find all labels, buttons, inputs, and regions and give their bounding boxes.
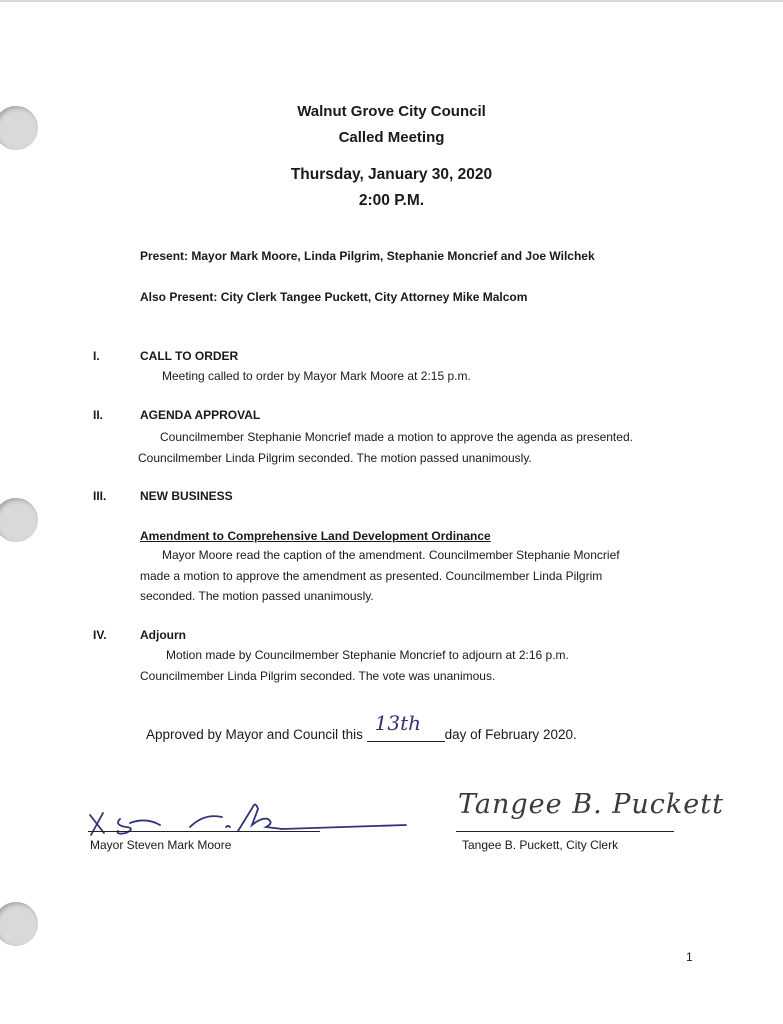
meeting-time: 2:00 P.M.: [358, 192, 425, 209]
mayor-signature-line: [88, 831, 320, 832]
page-number: 1: [686, 950, 693, 964]
approval-prefix: Approved by Mayor and Council this: [146, 727, 363, 742]
clerk-signature: Tangee B. Puckett: [458, 789, 724, 820]
council-name: Walnut Grove City Council: [297, 103, 486, 120]
punch-hole: [0, 902, 38, 946]
body-line: Councilmember Linda Pilgrim seconded. The vote was unanimous.: [140, 668, 496, 683]
meeting-date: Thursday, January 30, 2020: [290, 166, 493, 183]
clerk-signature-line: [456, 831, 674, 832]
section-title-new-business: NEW BUSINESS: [140, 489, 233, 503]
section-title-call-to-order: CALL TO ORDER: [140, 349, 239, 363]
section-numeral: II.: [93, 408, 104, 422]
body-line: made a motion to approve the amendment as presented. Councilmember Linda Pilgrim: [140, 568, 603, 583]
approval-line: [146, 711, 577, 742]
body-line: Councilmember Stephanie Moncrief made a motion to approve the agenda as presented.: [160, 430, 633, 444]
section-body: [162, 366, 471, 387]
section-title-adjourn: Adjourn: [140, 628, 186, 642]
body-line: Meeting called to order by Mayor Mark Moore at 2:15 p.m.: [162, 369, 471, 383]
section-numeral: I.: [93, 349, 100, 363]
punch-hole: [0, 498, 38, 542]
present-line: Present: Mayor Mark Moore, Linda Pilgrim, Stephanie Moncrief and Joe Wilchek: [140, 249, 595, 263]
section-body: [138, 427, 633, 468]
section-numeral: IV.: [93, 628, 107, 642]
section-body: [140, 545, 620, 607]
section-numeral: III.: [93, 489, 107, 503]
section-title-agenda-approval: AGENDA APPROVAL: [140, 408, 261, 422]
body-line: Mayor Moore read the caption of the amendment. Councilmember Stephanie Moncrief: [162, 548, 620, 562]
mayor-name: Mayor Steven Mark Moore: [90, 838, 232, 852]
section-body: [140, 645, 569, 686]
handwritten-day: 13th: [374, 711, 422, 735]
approval-suffix: day of February 2020.: [444, 727, 577, 742]
mayor-signature: [86, 797, 416, 842]
clerk-name: Tangee B. Puckett, City Clerk: [462, 838, 619, 852]
body-line: Councilmember Linda Pilgrim seconded. The motion passed unanimously.: [138, 450, 532, 465]
subheading-amendment: Amendment to Comprehensive Land Development Ordinance: [140, 529, 491, 543]
also-present-line: Also Present: City Clerk Tangee Puckett, City Attorney Mike Malcom: [140, 290, 528, 304]
meeting-type: Called Meeting: [338, 129, 445, 146]
body-line: Motion made by Councilmember Stephanie Moncrief to adjourn at 2:16 p.m.: [166, 648, 569, 662]
body-line: seconded. The motion passed unanimously.: [140, 589, 374, 603]
approval-day-blank: [367, 711, 445, 742]
